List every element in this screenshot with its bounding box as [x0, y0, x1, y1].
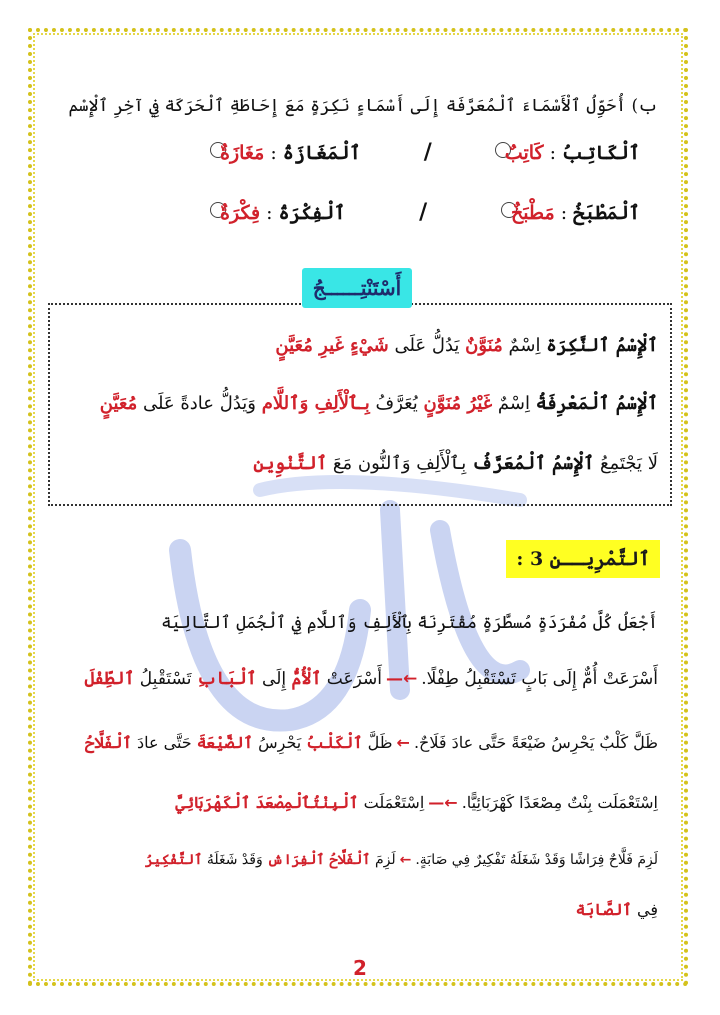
- text: وَيَدُلُّ عادةً عَلَى: [137, 393, 262, 414]
- pair-word: ٱلْمَغَازَةُ: [282, 141, 361, 164]
- pair-word: ٱلْفِكْرَةُ: [278, 201, 346, 224]
- pair-maghaza: [210, 142, 361, 164]
- highlight: بِـٱلْأَلِفِ وَٱللَّام: [261, 393, 370, 414]
- exercise-item-2: [62, 733, 658, 752]
- highlight: مُعَيَّنٍ: [99, 393, 138, 414]
- text: فِي: [631, 900, 658, 919]
- pair-word: ٱلْمَطْبَخُ: [573, 201, 640, 224]
- answer: ٱلْبِنْتُ: [311, 793, 359, 812]
- exercise-item-1: [62, 668, 658, 689]
- text: يَحْرِسُ: [253, 733, 307, 752]
- answer: ٱلْفَلَّاحُ: [85, 733, 132, 752]
- arrow-icon: ←: [399, 852, 412, 868]
- question: اِسْتَعْمَلَت بِنْتٌ مِصْعَدًا كَهْرَبَائِيًّا.: [461, 793, 658, 812]
- pair-sep: :: [560, 201, 568, 224]
- highlight: مُنَوَّنٌ: [465, 335, 503, 356]
- highlight: شَيْءٍ غَيرِ مُعَيَّنٍ: [275, 335, 389, 356]
- text: بِٱلْأَلِفِ وَٱلنُّون مَعَ: [327, 453, 472, 474]
- exercise-title: ٱلتَّمْرِيــن 3 :: [506, 540, 660, 578]
- pairs-row-1: [210, 140, 640, 165]
- conclusion-line-3: [62, 453, 658, 474]
- text: حَتَّى عادَ: [131, 733, 197, 752]
- pair-answer: مَغَازَةٌ: [220, 141, 265, 164]
- pair-katib: [495, 142, 640, 164]
- text: لَزِمَ: [370, 852, 396, 868]
- term: ٱلْإِسْمُ ٱلْمَعْرِفَةُ: [535, 393, 658, 414]
- conclusion-line-2: [62, 393, 658, 414]
- pair-fikra: [210, 202, 345, 224]
- pair-answer: فِكْرَةٌ: [220, 201, 261, 224]
- answer: ٱلْمِصْعَدَ: [255, 793, 312, 812]
- answer: ٱلتَّفْكِيرُ: [144, 852, 203, 868]
- text: أَسْرَعَتْ: [321, 669, 382, 689]
- pairs-row-2: [210, 200, 640, 225]
- highlight: غَيْرُ مُنَوَّنٍ: [423, 393, 493, 414]
- text: يَدُلُّ عَلَى: [388, 335, 466, 356]
- pair-matbakh: [501, 202, 640, 224]
- pair-slash: /: [419, 200, 428, 225]
- text: اِسْمٌ: [492, 393, 536, 414]
- pair-slash: /: [423, 140, 432, 165]
- question: أَسْرَعَتْ أُمٌّ إِلَى بَابٍ تَسْتَقْبِلُ طِفْلًا.: [421, 669, 658, 689]
- highlight: ٱلتَّنْوِين: [253, 453, 328, 474]
- answer: ٱلْكَلْبُ: [306, 733, 363, 752]
- pair-word: ٱلْكَاتِبُ: [562, 141, 640, 164]
- answer: ٱلضَّيْعَةَ: [196, 733, 254, 752]
- term: ٱلْإِسْمُ ٱلنَّكِرَة: [546, 335, 658, 356]
- conclusion-line-1: [62, 335, 658, 356]
- arrow-icon: ←—: [386, 669, 418, 689]
- exercise-instruction: أَجْعَلُ كُلَّ مُفْرَدَةٍ مُسطَّرَةٍ مُقْتَرِنَةً بِٱلْأَلِفِ وَٱللَّامِ فِي ٱلْجُمَلِ ٱلتَّالِيَة: [161, 613, 658, 633]
- answer: ٱلْأُمُّ: [291, 669, 322, 689]
- pair-answer: كَاتِبٌ: [504, 141, 544, 164]
- question: لَزِمَ فَلَّاحٌ فِرَاشًا وَقَدْ شَغَلَهُ تَفْكِيرٌ فِي صَابَةٍ.: [415, 852, 658, 868]
- text: تَسْتَقْبِلُ: [134, 669, 197, 689]
- text: إِلَى: [256, 669, 292, 689]
- question: ظَلَّ كَلْبٌ يَحْرِسُ ضَيْعَةً حَتَّى عادَ فَلَاحٌ.: [413, 733, 658, 752]
- arrow-icon: ←—: [428, 793, 458, 812]
- answer: ٱلطِّفْلَ: [84, 669, 135, 689]
- pair-sep: :: [266, 201, 273, 224]
- arrow-icon: ←: [396, 733, 410, 752]
- text: يُعَرَّفُ: [369, 393, 424, 414]
- exercise-item-3: [62, 793, 658, 812]
- answer: ٱلْبَابِ: [196, 669, 257, 689]
- text: وَقَدْ شَغَلَهُ: [202, 852, 268, 868]
- answer: ٱلْكَهْرَبَائِيَّ: [175, 793, 251, 812]
- page-number: 2: [353, 956, 367, 980]
- answer: ٱلْفَلَّاحُ ٱلْفِرَاش: [267, 852, 371, 868]
- text: اِسْمٌ: [502, 335, 547, 356]
- exercise-item-4-continued: [62, 900, 658, 919]
- text: اِسْتَعْمَلَت: [358, 793, 425, 812]
- text: ظَلَّ: [362, 733, 393, 752]
- pair-answer: مَطْبَخٌ: [510, 201, 555, 224]
- page-border-inner: [33, 33, 683, 981]
- term: ٱلْإِسْمُ ٱلْمُعَرَّفُ: [471, 453, 595, 474]
- conclusion-title: أَسْتَنْتِــــــجُ: [302, 268, 412, 308]
- answer: ٱلصَّابَة: [575, 900, 632, 919]
- section-b-instruction: ب) أُحَوِّلُ ٱلْأَسْمَاءَ ٱلْمُعَرَّفَة إِلَى أَسْمَاءٍ نَكِرَةٍ مَعَ إِحَاطَةِ ٱلْحَرَكَة فِي آخِرِ ٱلْإِسْم: [68, 96, 658, 116]
- pair-sep: :: [549, 141, 557, 164]
- pair-sep: :: [270, 141, 277, 164]
- exercise-item-4: [62, 852, 658, 868]
- text: لَا يَجْتَمِعُ: [594, 453, 658, 474]
